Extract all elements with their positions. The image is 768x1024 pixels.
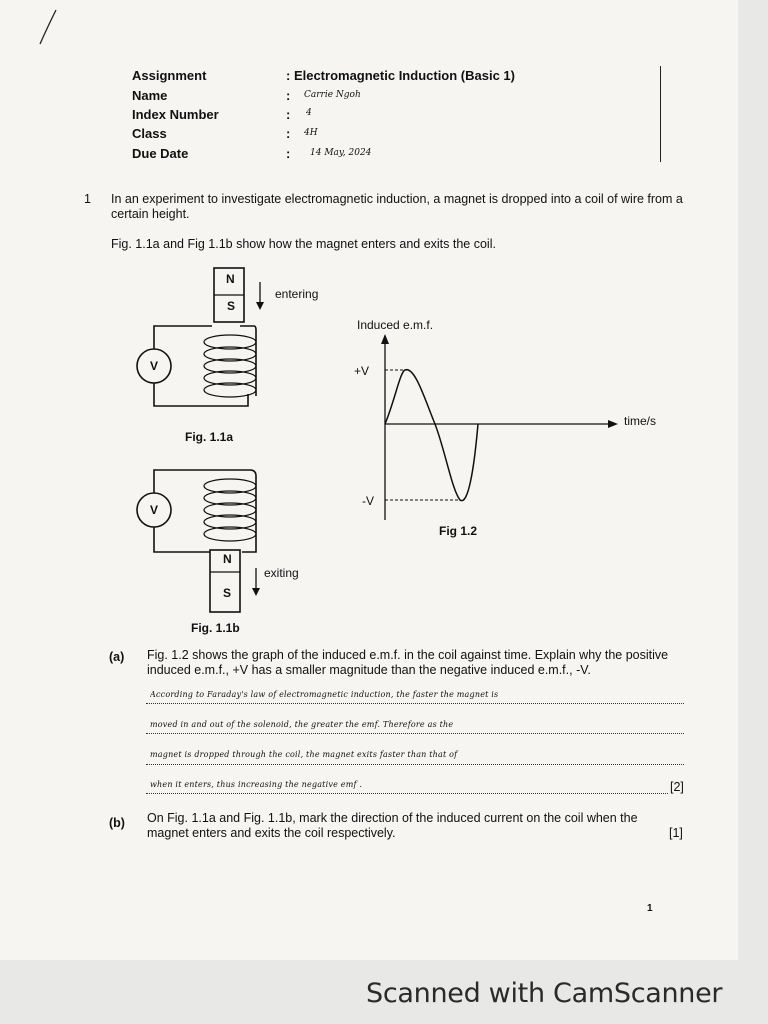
figure-intro: Fig. 1.1a and Fig 1.1b show how the magnet enters and exits the coil.	[111, 237, 496, 251]
name-label: Name	[132, 88, 168, 103]
class-colon: :	[286, 126, 291, 141]
fig-a-pole-n: N	[226, 272, 235, 286]
graph-x-axis-label: time/s	[624, 414, 657, 428]
part-b-marks: [1]	[669, 826, 683, 840]
graph-positive-label: +V	[354, 364, 370, 378]
fig-a-voltmeter-label: V	[150, 359, 159, 373]
answer-dotline-4	[146, 793, 668, 794]
part-a-answer-line-4: when it enters, thus increasing the negative emf .	[150, 780, 363, 789]
due-date-value: 14 May, 2024	[310, 148, 372, 158]
index-number-value: 4	[306, 108, 312, 118]
part-a-answer-line-3: magnet is dropped through the coil, the magnet exits faster than that of	[150, 750, 458, 759]
assignment-label: Assignment	[132, 68, 207, 83]
fig-a-arrow-label: entering	[275, 287, 319, 301]
part-a-label: (a)	[109, 650, 125, 664]
fig-a-pole-s: S	[227, 299, 236, 313]
index-number-label: Index Number	[132, 107, 219, 122]
part-a-marks: [2]	[670, 780, 684, 794]
question-intro: In an experiment to investigate electromagnetic induction, a magnet is dropped into a coil of wire from a certain height.	[111, 192, 683, 221]
pen-mark	[34, 8, 64, 48]
assignment-value: : Electromagnetic Induction (Basic 1)	[286, 68, 515, 83]
answer-dotline-2	[146, 733, 684, 734]
fig-b-pole-n: N	[223, 552, 232, 566]
camscanner-footer: Scanned with CamScanner	[366, 978, 723, 1009]
graph-negative-label: -V	[362, 494, 374, 508]
fig-b-pole-s: S	[223, 586, 232, 600]
header-rule	[660, 66, 661, 162]
part-a-answer-line-2: moved in and out of the solenoid, the greater the emf. Therefore as the	[150, 720, 454, 729]
due-date-colon: :	[286, 146, 291, 161]
fig-1-2-caption: Fig 1.2	[439, 524, 478, 538]
fig-1-1a-caption: Fig. 1.1a	[185, 430, 234, 444]
class-label: Class	[132, 126, 167, 141]
question-number: 1	[84, 192, 91, 206]
class-value: 4H	[304, 128, 318, 138]
name-colon: :	[286, 88, 291, 103]
name-value: Carrie Ngoh	[304, 90, 361, 100]
part-a-answer-line-1: According to Faraday's law of electromagnetic induction, the faster the magnet is	[150, 690, 499, 699]
answer-dotline-3	[146, 764, 684, 765]
index-number-colon: :	[286, 107, 291, 122]
due-date-label: Due Date	[132, 146, 189, 161]
fig-b-arrow-label: exiting	[264, 566, 299, 580]
page-number: 1	[647, 903, 653, 914]
fig-1-2-graph	[350, 330, 630, 520]
answer-dotline-1	[146, 703, 684, 704]
part-a-question: Fig. 1.2 shows the graph of the induced e.m.f. in the coil against time. Explain why the positive induced e.m.f., +V has a smaller magnitude than the negative induced e.m.f., -V.	[147, 648, 669, 677]
part-b-question: On Fig. 1.1a and Fig. 1.1b, mark the direction of the induced current on the coil when the magnet enters and exits the coil respectively.	[147, 811, 638, 840]
fig-1-1b-caption: Fig. 1.1b	[191, 621, 240, 635]
part-b-label: (b)	[109, 816, 125, 830]
fig-b-voltmeter-label: V	[150, 503, 159, 517]
graph-y-axis-label: Induced e.m.f.	[357, 318, 434, 332]
